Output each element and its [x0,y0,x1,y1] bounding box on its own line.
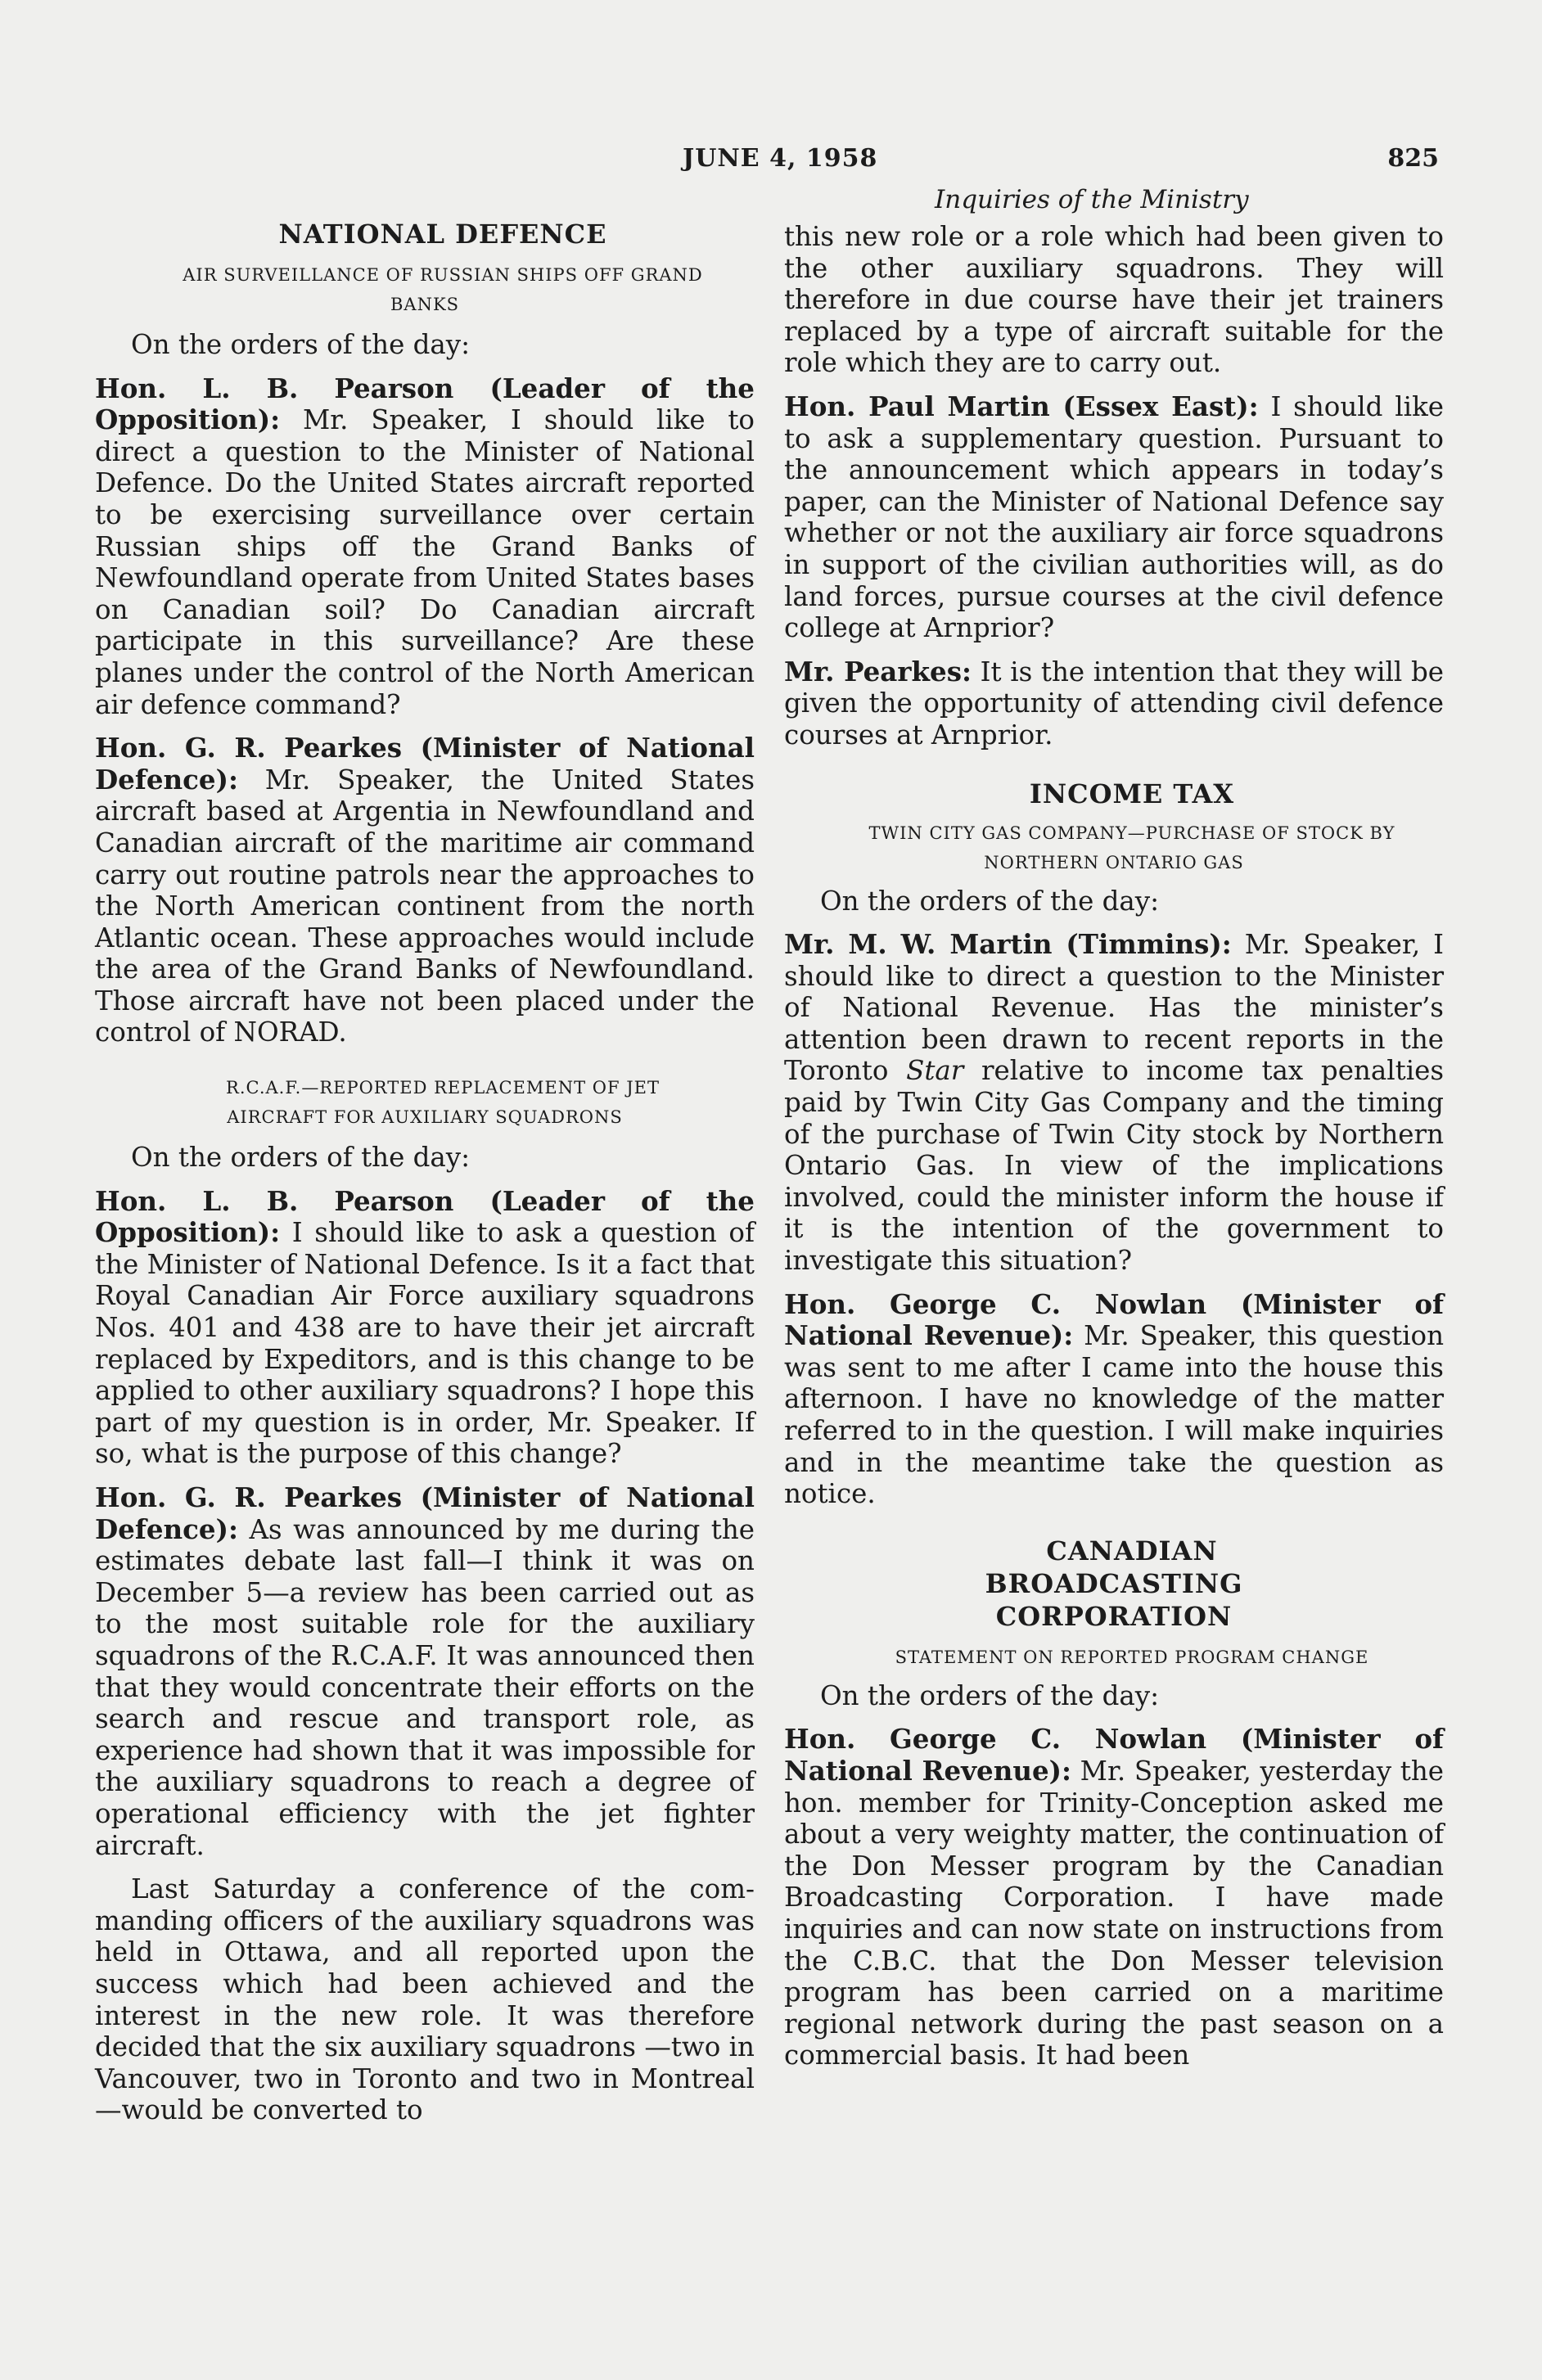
subheading-program-change: STATEMENT ON REPORTED PROGRAM CHANGE [895,1647,1369,1667]
section-title-national-defence: NATIONAL DEFENCE [278,219,607,250]
speech-nowlan-1 [784,1289,1444,1510]
speech-pearkes-1 [95,732,755,1048]
speech-text: Mr. Speaker, the United States aircraft based at Argentia in Newfoundland and Canadian aircraft of the maritime air command carry out routine patrols near the approaches to the North American continent from the north Atlantic ocean. These approaches would include the area of the Grand Banks of Newfoundland. Those aircraft have not been placed under the control of NORAD. [95,764,755,1048]
speech-text: Mr. Speaker, I should like to direct a question to the Minister of National Defence. Do the United States aircraft reported to be exercising surveillance over certain Russian ships off the Grand Banks of Newfoundland operate from United States bases on Canadian soil? Do Canadian aircraft participate in this surveillance? Are these planes under the control of the North American air defence command? [95,404,755,720]
section-title-cbc: CANADIAN BROADCASTING CORPORATION [985,1535,1243,1632]
orders-of-day: On the orders of the day: [131,1142,471,1174]
orders-of-day: On the orders of the day: [820,885,1160,917]
running-head [0,144,1542,185]
speaker-name: Mr. M. W. Martin (Timmins): [784,928,1232,961]
orders-of-day: On the orders of the day: [820,1679,1160,1711]
speech-text: I should like to ask a question of the Minister of National Defence. Is it a fact that Royal Canadian Air Force auxiliary squadrons Nos. 401 and 438 are to have their jet aircraft replaced by Expeditors, and is this change to be applied to other auxiliary squadrons? I hope this part of my question is in order, Mr. Speaker. If so, what is the purpose of this change? [95,1217,755,1470]
speech-pearkes-2 [95,1482,755,1861]
running-subtitle: Inquiries of the Ministry [935,185,1249,214]
speech-text: It is the intention that they will be given the opportunity of attending civil defence courses at Arnprior. [784,656,1444,751]
speech-text: Mr. Speaker, this question was sent to me after I came into the house this afternoon. I have no knowledge of the matter referred to in the question. I will make inquiries and in the meantime take the question as notice. [784,1320,1444,1510]
speaker-name: Hon. L. B. Pearson (Leader of the Opposition): [95,372,755,436]
speech-text: Mr. Speaker, yesterday the hon. member for Trinity-Conception asked me about a very weighty matter, the continuation of the Don Messer program by the Canadian Broadcasting Corporation. I have made inquiries and can now state on instructions from the C.B.C. that the Don Messer television program has been carried on a maritime regional network during the past season on a commercial basis. It had been [784,1755,1444,2071]
speaker-name: Hon. L. B. Pearson (Leader of the Opposition): [95,1184,755,1249]
subheading-air-surveillance: AIR SURVEILLANCE OF RUSSIAN SHIPS OFF GRAND BANKS [183,265,703,314]
speaker-name: Hon. Paul Martin (Essex East): [784,390,1259,422]
section-title-income-tax: INCOME TAX [1029,778,1235,809]
right-column [784,221,1444,2071]
speaker-name: Hon. G. R. Pearkes (Minister of National Defence): [95,1481,755,1545]
speaker-name: Mr. Pearkes: [784,655,972,687]
speech-text: relative to income tax penalties paid by Twin City Gas Company and the timing of the purchase of Twin City stock by Northern Ontario Gas. In view of the implications involved, could the minister inform the house if it is the intention of the government to investigate this situation? [784,1055,1444,1277]
subheading-rcaf-replacement: R.C.A.F.—REPORTED REPLACEMENT OF JET AIRCRAFT FOR AUXILIARY SQUADRONS [226,1078,660,1128]
subheading-twin-city-gas: TWIN CITY GAS COMPANY—PURCHASE OF STOCK BY NORTHERN ONTARIO GAS [868,823,1395,872]
speaker-name: Hon. George C. Nowlan (Minister of National Revenue): [784,1287,1444,1352]
orders-of-day: On the orders of the day: [131,329,471,360]
page-number: 825 [1387,144,1439,173]
speech-martin-timmins [784,929,1444,1277]
speech-martin-essex [784,391,1444,644]
speech-text: Mr. Speaker, I should like to direct a question to the Minister of National Revenue. Has the minister’s attention been drawn to recent reports in the Toronto [784,929,1444,1087]
newspaper-name: Star [906,1055,964,1087]
header-date: JUNE 4, 1958 [683,144,878,173]
speech-pearson-1 [95,373,755,721]
speech-pearkes-2-end: this new role or a role which had been given to the other auxiliary squadrons. They will therefore in due course have their jet trainers replaced by a type of aircraft suitable for the role which they are to carry out. [784,221,1444,379]
speech-nowlan-2 [784,1724,1444,2071]
speech-text: I should like to ask a supplementary question. Pursuant to the announcement which appears in today’s paper, can the Minister of National Defence say whether or not the auxiliary air force squadrons in support of the civilian authorities will, as do land forces, pursue courses at the civil defence college at Arnprior? [784,390,1444,644]
speech-text: As was announced by me during the estimates debate last fall—I think it was on December 5—a review has been carried out as to the most suitable role for the auxiliary squadrons of the R.C.A.F. It was announced then that they would concentrate their efforts on the search and rescue and transport role, as experience had shown that it was impossible for the auxiliary squadrons to reach a degree of operational efficiency with the jet fighter aircraft. [95,1513,755,1861]
speech-pearkes-3 [784,656,1444,751]
speech-pearkes-2-continued: Last Saturday a conference of the commanding officers of the auxiliary squadrons was held in Ottawa, and all reported upon the success which had been achieved and the interest in the new role. It was therefore decided that the six auxiliary squadrons —two in Vancouver, two in Toronto and two in Montreal—would be converted to [95,1873,755,2126]
left-column [95,218,755,2126]
speaker-name: Hon. G. R. Pearkes (Minister of National Defence): [95,732,755,796]
speech-pearson-2 [95,1186,755,1470]
speaker-name: Hon. George C. Nowlan (Minister of National Revenue): [784,1723,1444,1787]
